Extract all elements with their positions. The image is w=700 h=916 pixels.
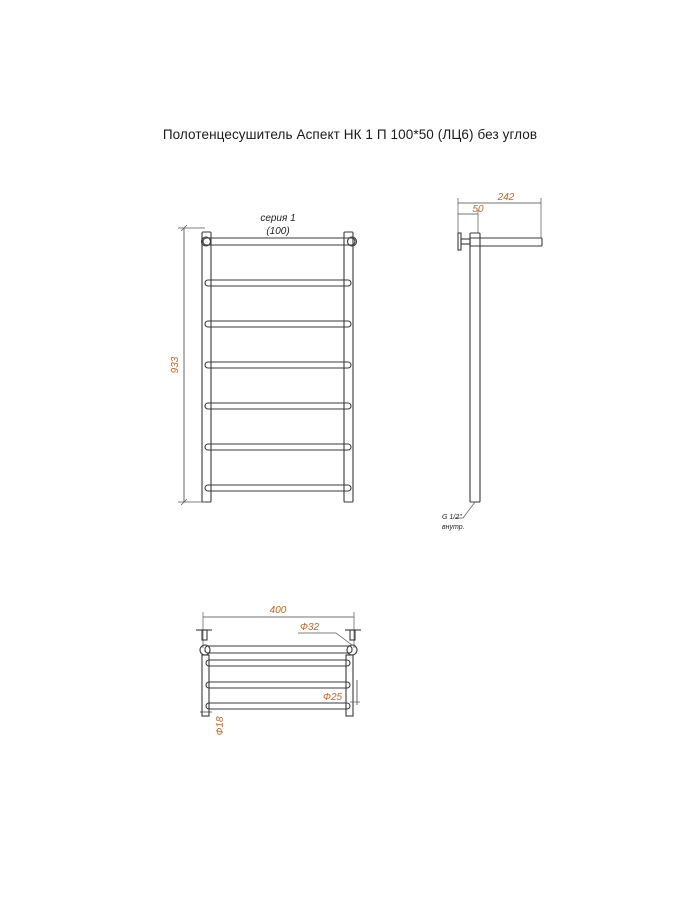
thread-label: G 1/2" — [442, 514, 462, 521]
side-post — [470, 233, 480, 502]
front-rung — [205, 403, 351, 409]
height-dimension-text: 933 — [170, 356, 181, 374]
drawing-title: Полотенцесушитель Аспект НК 1 П 100*50 (ЛЦ6) без углов — [162, 127, 538, 142]
dia-small-text: Ф18 — [215, 716, 226, 736]
side-view — [442, 192, 542, 531]
side-top-arm — [470, 238, 542, 246]
front-rung — [205, 280, 351, 286]
front-right-post — [344, 232, 353, 502]
front-top-rail — [203, 238, 355, 245]
front-rung — [205, 321, 351, 327]
top-rung — [206, 660, 350, 666]
series-label: серия 1 — [260, 213, 296, 224]
front-left-post — [202, 232, 211, 502]
width-dimension-text: 400 — [269, 605, 287, 616]
top-view — [196, 605, 361, 736]
depth-dimension-text: 242 — [497, 192, 515, 203]
top-rung — [206, 703, 350, 709]
offset-dimension-text: 50 — [472, 204, 484, 215]
top-rail — [205, 646, 352, 653]
dia-flange-leader — [298, 633, 352, 645]
top-rung — [206, 682, 350, 688]
series-sub-label: (100) — [266, 226, 290, 237]
side-wall-connector — [461, 239, 470, 244]
dia-rail-text: Ф25 — [323, 692, 343, 703]
front-view — [170, 213, 357, 505]
front-rung — [205, 485, 351, 491]
front-rung — [205, 444, 351, 450]
dia-flange-text: Ф32 — [300, 622, 320, 633]
front-rung — [205, 362, 351, 368]
thread-sub-label: внутр. — [442, 524, 465, 531]
